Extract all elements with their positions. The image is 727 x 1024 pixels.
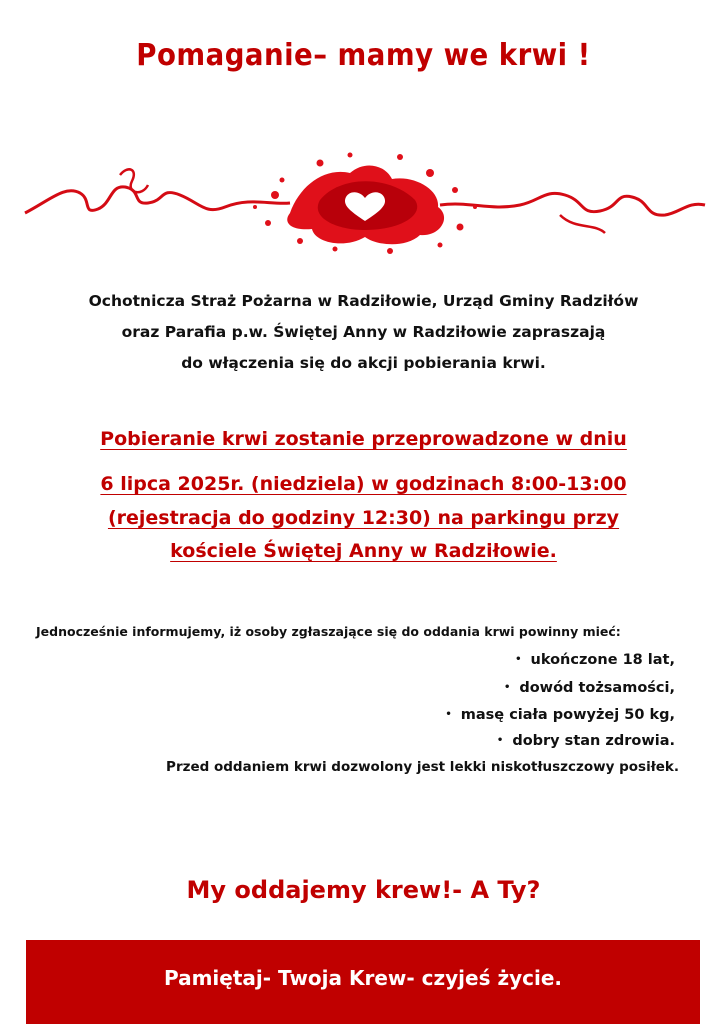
event-line-2: 6 lipca 2025r. (niedziela) w godzinach 8:00-13:00: [100, 473, 627, 495]
footer-slogan: Pamiętaj- Twoja Krew- czyjeś życie.: [163, 966, 563, 990]
intro-line-2: oraz Parafia p.w. Świętej Anny w Radziłowie zapraszają: [121, 323, 606, 341]
page-title: Pomaganie– mamy we krwi !: [136, 38, 591, 73]
intro-line-3: do włączenia się do akcji pobierania krwi.: [181, 354, 546, 372]
requirement-item: • dowód tożsamości,: [503, 680, 675, 696]
bullet-icon: •: [515, 654, 522, 665]
bullet-icon: •: [503, 682, 511, 693]
info-intro: Jednocześnie informujemy, iż osoby zgłaszające się do oddania krwi powinny mieć:: [36, 624, 621, 639]
event-line-1: Pobieranie krwi zostanie przeprowadzone w dniu: [100, 428, 627, 450]
call-to-action: My oddajemy krew!- A Ty?: [186, 876, 541, 904]
event-line-4: kościele Świętej Anny w Radziłowie.: [170, 540, 557, 562]
event-line-3: (rejestracja do godziny 12:30) na parkingu przy: [107, 507, 620, 529]
bullet-icon: •: [496, 735, 504, 746]
bullet-icon: •: [445, 709, 452, 720]
footer-banner: [26, 940, 700, 1024]
meal-note: Przed oddaniem krwi dozwolony jest lekki niskotłuszczowy posiłek.: [166, 759, 679, 775]
intro-paragraph: [0, 286, 727, 379]
requirement-item: • masę ciała powyżej 50 kg,: [445, 707, 675, 723]
requirement-item: • dobry stan zdrowia.: [496, 733, 675, 749]
blood-splash-heart-ribbon-icon: [20, 145, 710, 255]
intro-line-1: Ochotnicza Straż Pożarna w Radziłowie, Urząd Gminy Radziłów: [88, 292, 639, 310]
requirement-item: • ukończone 18 lat,: [515, 652, 675, 668]
